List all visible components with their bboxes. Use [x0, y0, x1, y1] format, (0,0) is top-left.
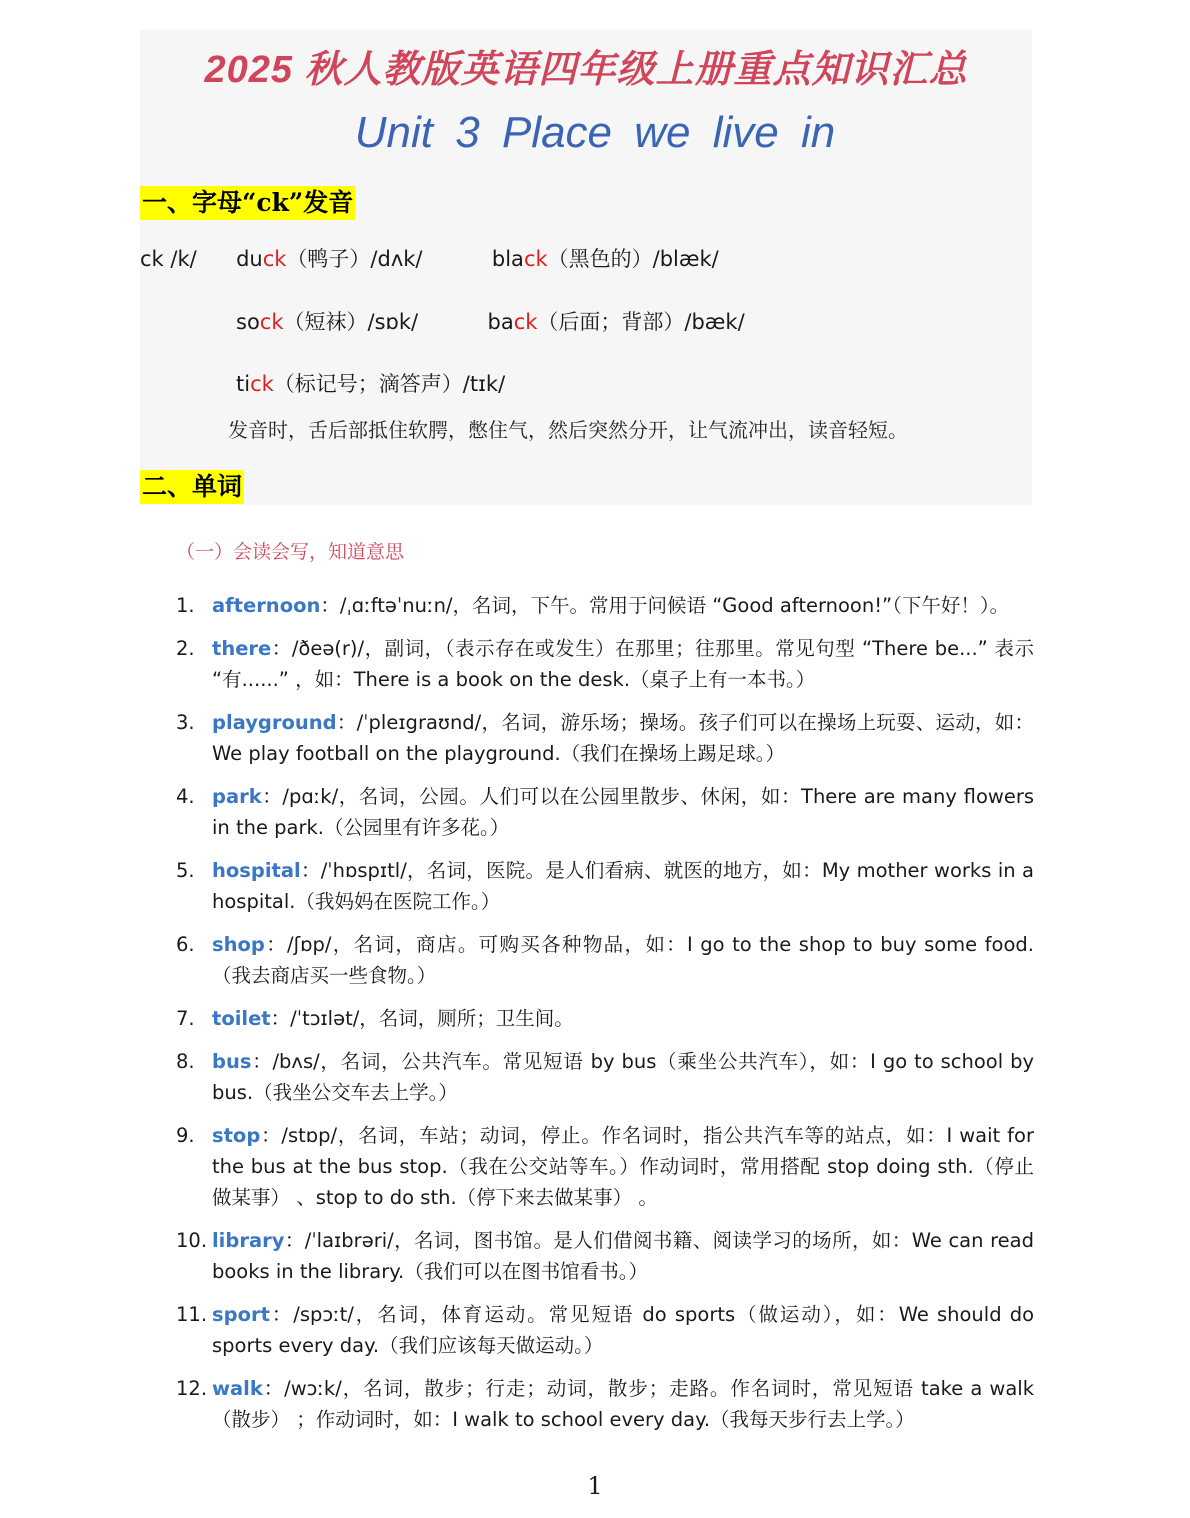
- ck-highlight: ck: [259, 310, 284, 334]
- vocab-definition: ：/ˌɑːftəˈnuːn/，名词，下午。常用于问候语 “Good afternoon!”（下午好！）。: [320, 594, 1010, 617]
- document-title: 2025 秋人教版英语四年级上册重点知识汇总: [204, 49, 968, 91]
- ck-highlight: ck: [513, 310, 538, 334]
- vocab-definition: ：/pɑːk/，名词，公园。人们可以在公园里散步、休闲，如：There are many flowers in the park.（公园里有许多花。）: [212, 785, 1034, 839]
- ck-highlight: ck: [262, 247, 287, 271]
- item-number: 5.: [176, 859, 195, 882]
- word-list: [176, 590, 1034, 1447]
- vocab-definition: ：/ˈhɒspɪtl/，名词，医院。是人们看病、就医的地方，如：My mother works in a hospital.（我妈妈在医院工作。）: [212, 859, 1034, 913]
- subsection-heading: （一）会读会写，知道意思: [176, 541, 405, 563]
- list-item: [176, 633, 1034, 695]
- vocab-definition: ：/ʃɒp/，名词，商店。可购买各种物品，如：I go to the shop to buy some food.（我去商店买一些食物。）: [212, 933, 1034, 987]
- word-stem: so: [236, 310, 260, 334]
- list-item: [176, 1120, 1034, 1213]
- vocab-word: there: [212, 637, 272, 660]
- vocab-definition: ：/wɔːk/，名词，散步；行走；动词，散步；走路。作名词时，常见短语 take a walk（散步） ；作动词时，如：I walk to school every day.（我每天步行去上学。）: [212, 1377, 1034, 1431]
- word-gloss: （黑色的）/blæk/: [547, 247, 719, 271]
- phonics-row-1: [140, 243, 719, 273]
- ck-highlight: ck: [523, 247, 548, 271]
- item-number: 7.: [176, 1007, 195, 1030]
- list-item: [176, 1003, 1034, 1034]
- vocab-definition: ：/stɒp/，名词，车站；动词，停止。作名词时，指公共汽车等的站点，如：I wait for the bus at the bus stop.（我在公交站等车。）作动词时，常用搭配 stop doing sth.（停止做某事） 、stop to do sth.（停下来去做某事） 。: [212, 1124, 1034, 1209]
- vocab-definition: ：/ˈlaɪbrəri/，名词，图书馆。是人们借阅书籍、阅读学习的场所，如：We can read books in the library.（我们可以在图书馆看书。）: [212, 1229, 1034, 1283]
- word-stem: bla: [491, 247, 524, 271]
- word-gloss: （鸭子）/dʌk/: [286, 247, 423, 271]
- item-number: 3.: [176, 711, 195, 734]
- vocab-word: library: [212, 1229, 285, 1252]
- item-number: 2.: [176, 637, 195, 660]
- word-stem: ti: [236, 372, 251, 396]
- vocab-definition: ：/ˈtɔɪlət/，名词，厕所；卫生间。: [270, 1007, 574, 1030]
- list-item: [176, 1225, 1034, 1287]
- list-item: [176, 929, 1034, 991]
- vocab-word: park: [212, 785, 262, 808]
- item-number: 12.: [176, 1377, 208, 1400]
- item-number: 9.: [176, 1124, 195, 1147]
- vocab-definition: ：/spɔːt/，名词，体育运动。常见短语 do sports（做运动），如：We should do sports every day.（我们应该每天做运动。）: [212, 1303, 1034, 1357]
- vocab-word: toilet: [212, 1007, 271, 1030]
- section-heading-words: 二、单词: [140, 470, 244, 504]
- vocab-definition: ：/bʌs/，名词，公共汽车。常见短语 by bus（乘坐公共汽车），如：I go to school by bus.（我坐公交车去上学。）: [212, 1050, 1034, 1104]
- vocab-word: stop: [212, 1124, 261, 1147]
- vocab-word: sport: [212, 1303, 270, 1326]
- unit-title: Unit 3 Place we live in: [354, 108, 836, 157]
- phonics-row-2: [236, 306, 745, 336]
- word-gloss: （后面；背部）/bæk/: [537, 310, 745, 334]
- list-item: [176, 1046, 1034, 1108]
- list-item: [176, 855, 1034, 917]
- item-number: 6.: [176, 933, 195, 956]
- word-gloss: （标记号；滴答声）/tɪk/: [273, 372, 506, 396]
- pronunciation-note: 发音时，舌后部抵住软腭，憋住气，然后突然分开，让气流冲出，读音轻短。: [228, 418, 908, 442]
- vocab-word: shop: [212, 933, 265, 956]
- phonics-label: ck /k/: [140, 247, 197, 271]
- ck-highlight: ck: [250, 372, 274, 396]
- list-item: [176, 1299, 1034, 1361]
- list-item: [176, 590, 1034, 621]
- item-number: 11.: [176, 1303, 208, 1326]
- word-gloss: （短袜）/sɒk/: [283, 310, 419, 334]
- word-stem: du: [236, 247, 263, 271]
- vocab-word: walk: [212, 1377, 263, 1400]
- item-number: 1.: [176, 594, 195, 617]
- list-item: [176, 1373, 1034, 1435]
- item-number: 10.: [176, 1229, 208, 1252]
- section-heading-phonics: 一、字母“ck”发音: [140, 186, 355, 220]
- phonics-row-3: [236, 368, 505, 398]
- vocab-word: afternoon: [212, 594, 321, 617]
- word-stem: ba: [487, 310, 514, 334]
- vocab-word: hospital: [212, 859, 301, 882]
- vocab-definition: ：/ˈpleɪgraʊnd/，名词，游乐场；操场。孩子们可以在操场上玩耍、运动，如：We play football on the playground.（我们在操场上踢足球。）: [212, 711, 1034, 765]
- list-item: [176, 781, 1034, 843]
- vocab-definition: ：/ðeə(r)/，副词，（表示存在或发生）在那里；往那里。常见句型 “There be...” 表示 “有......” ，如：There is a book on the desk.（桌子上有一本书。）: [212, 637, 1034, 691]
- item-number: 8.: [176, 1050, 195, 1073]
- list-item: [176, 707, 1034, 769]
- page-number: 1: [587, 1472, 603, 1500]
- item-number: 4.: [176, 785, 195, 808]
- vocab-word: playground: [212, 711, 337, 734]
- vocab-word: bus: [212, 1050, 252, 1073]
